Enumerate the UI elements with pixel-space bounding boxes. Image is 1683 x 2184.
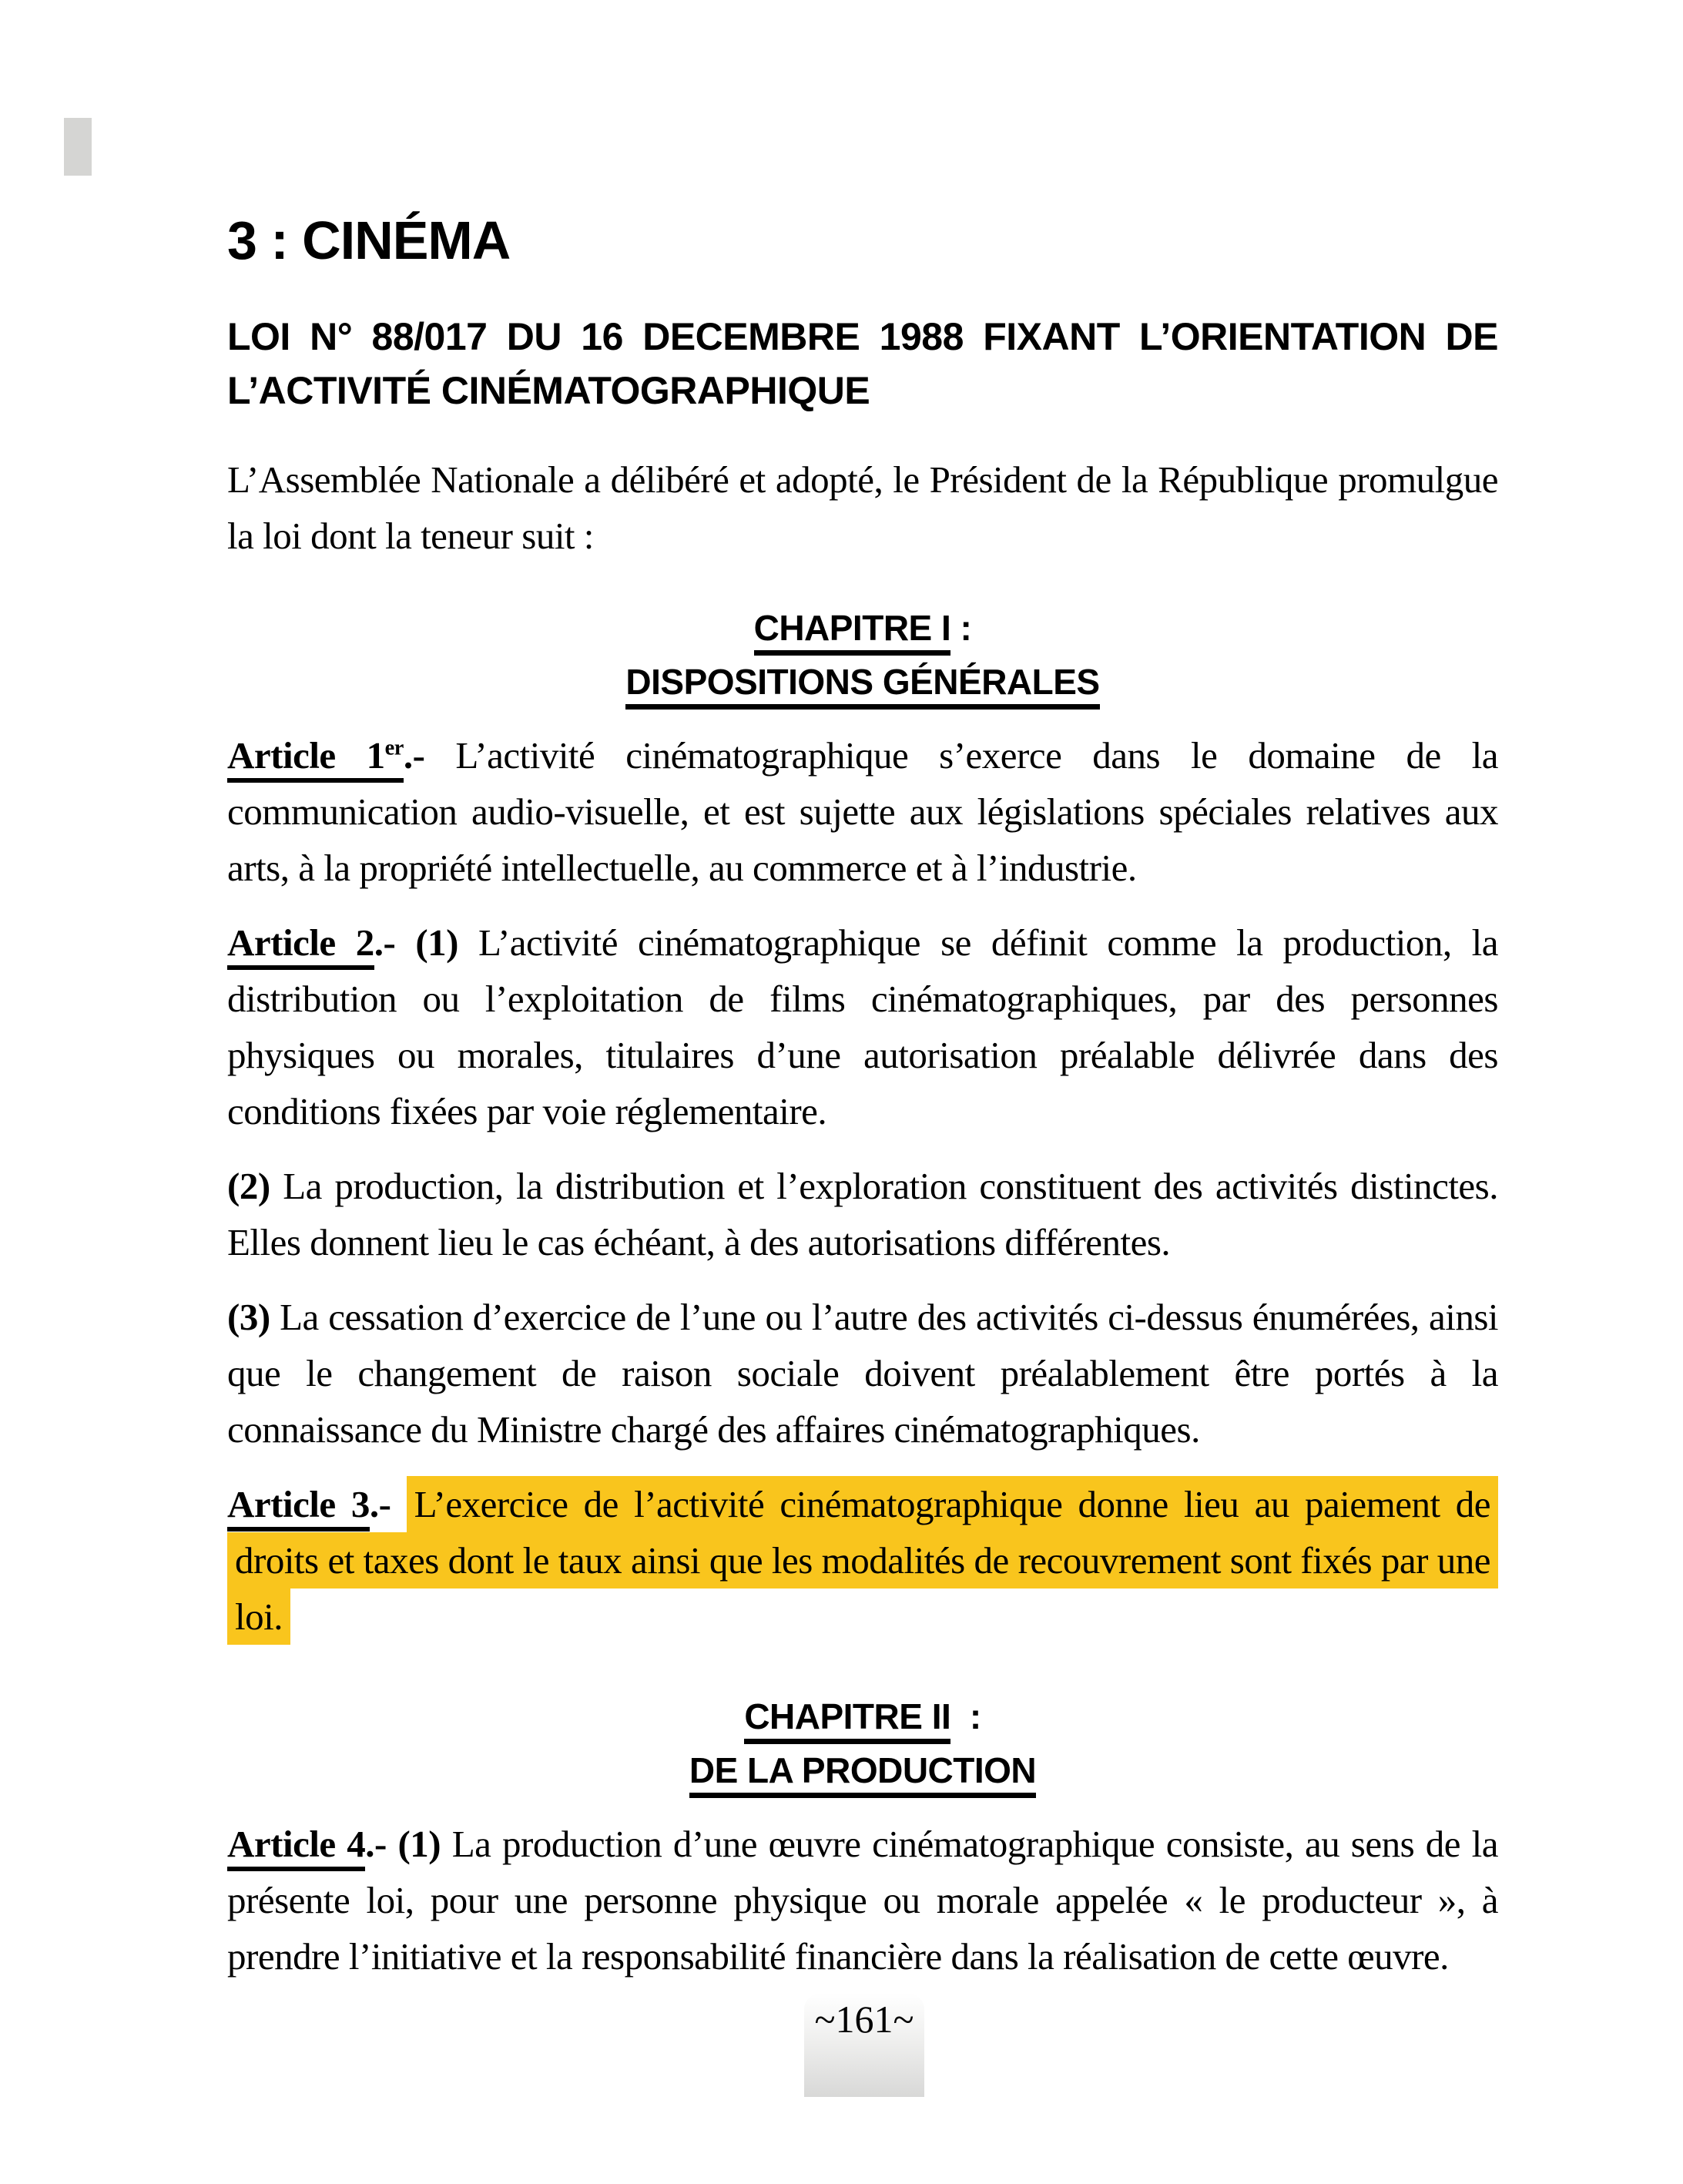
article-2-clause-1-paragraph [227,914,1498,1139]
chapter-2-colon: : [950,1696,981,1736]
article-2-clause-3-paragraph [227,1289,1498,1458]
page-number-tab [804,1994,924,2097]
article-4-clause-1-body: La production d’une œuvre cinématographique consiste, au sens de la présente loi, pour une personne physique ou morale appelée « le producteur », à prendre l’initiative et la responsabilité financière dans la réalisation de cette œuvre. [227,1823,1498,1978]
clause-3-number: (3) [227,1296,270,1338]
article-1-body: L’activité cinématographique s’exerce dans le domaine de la communication audio-visuelle, et est sujette aux législations spéciales relatives aux arts, à la propriété intellectuelle, au commerce et à l’industrie. [227,734,1499,889]
law-heading: LOI N° 88/017 DU 16 DECEMBRE 1988 FIXANT L’ORIENTATION DE L’ACTIVITÉ CINÉMATOGRAPHIQUE [227,315,1498,412]
scan-artifact-mark [64,118,92,176]
article-2-clause-2-body: La production, la distribution et l’exploration constituent des activités distinctes. Elles donnent lieu le cas échéant, à des autorisations différentes. [227,1165,1499,1263]
highlighted-text: L’exercice de l’activité cinématographique donne lieu au paiement de droits et taxes dont le taux ainsi que les modalités de recouvrement sont fixés par une loi. [227,1476,1498,1645]
article-1-paragraph [227,727,1498,896]
chapter-2-heading [227,1689,1498,1797]
article-2-clause-1-body: L’activité cinématographique se définit comme la production, la distribution ou l’exploitation de films cinématographiques, par des personnes physiques ou morales, titulaires d’une autorisation préalable délivrée dans des conditions fixées par voie réglementaire. [227,921,1498,1132]
article-2-separator: .- [374,921,396,964]
article-2-label: Article 2.- [227,921,395,970]
article-3-separator: .- [369,1483,391,1525]
article-4-clause-1-number: (1) [397,1823,441,1865]
chapter-2-subtitle-line [227,1743,1498,1797]
chapter-1-subtitle-line [227,655,1498,709]
chapter-2-number-line [227,1689,1498,1743]
chapter-1-number-line [227,601,1498,655]
article-3-paragraph [227,1476,1498,1645]
chapter-2-subtitle: DE LA PRODUCTION [689,1750,1036,1798]
document-content [227,0,1498,1984]
article-4-separator: .- [365,1823,387,1865]
article-2-clause-2-paragraph [227,1158,1498,1270]
article-3-label: Article 3.- [227,1483,391,1531]
article-1-ordinal: er [384,736,404,760]
preamble-paragraph: L’Assemblée Nationale a délibéré et adopté, le Président de la République promulgue la loi dont la teneur suit : [227,458,1498,557]
chapter-2-number: CHAPITRE II [744,1696,950,1744]
section-title: 3 : CINÉMA [227,210,511,270]
article-1-label: Article 1er.- [227,734,424,783]
clause-2-number: (2) [227,1165,270,1207]
page-number: ~161~ [814,1998,914,2041]
article-1-separator: .- [403,734,425,777]
article-4-paragraph [227,1816,1498,1984]
article-4-label: Article 4.- [227,1823,387,1871]
chapter-1-number: CHAPITRE I [754,608,951,656]
chapter-1-heading [227,601,1498,709]
article-2-clause-3-body: La cessation d’exercice de l’une ou l’autre des activités ci-dessus énumérées, ainsi que le changement de raison sociale doivent préalablement être portés à la connaissance du Ministre chargé des affaires cinématographiques. [227,1296,1499,1451]
clause-1-number: (1) [415,921,458,964]
chapter-1-subtitle: DISPOSITIONS GÉNÉRALES [625,662,1099,710]
chapter-1-colon: : [950,608,972,648]
